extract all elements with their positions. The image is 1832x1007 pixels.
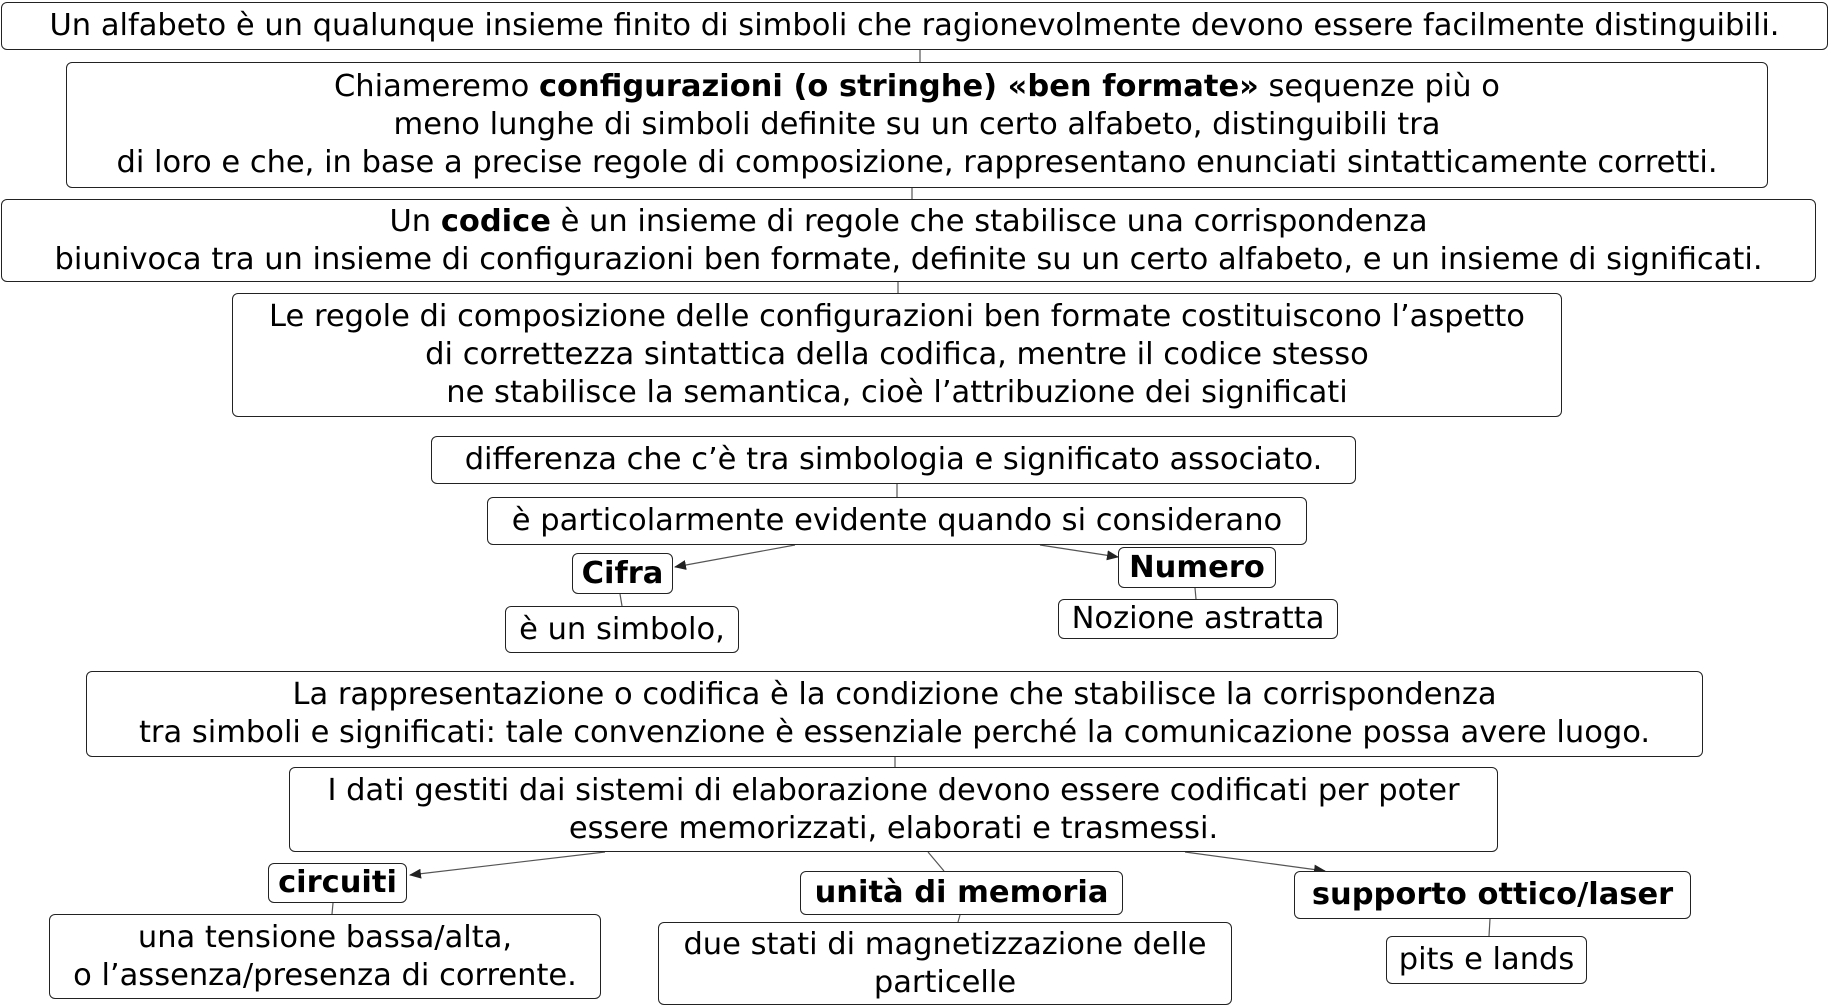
node-numero-text: Numero: [1129, 549, 1265, 585]
node-ottico: [1294, 871, 1691, 919]
link-numero-nozione: [1195, 588, 1196, 599]
node-ottico-text: supporto ottico/laser: [1311, 877, 1674, 912]
node-magnetizzazione-line2: particelle: [873, 964, 1017, 1000]
node-numero: [1118, 547, 1276, 588]
node-cifra-text: Cifra: [581, 555, 664, 591]
node-configurazioni-line3: di loro e che, in base a precise regole di composizione, rappresentano enunciati sintatticamente corretti.: [116, 145, 1718, 180]
link-cifra-simbolo: [620, 594, 622, 606]
node-nozione: [1058, 599, 1338, 639]
node-regole-line1: Le regole di composizione delle configurazioni ben formate costituiscono l’aspetto: [269, 299, 1525, 334]
node-alfabeto: [1, 2, 1828, 50]
node-circuiti: [268, 863, 407, 903]
node-dati-line1: I dati gestiti dai sistemi di elaborazione devono essere codificati per poter: [327, 772, 1460, 808]
node-magnetizzazione: [658, 922, 1232, 1005]
link-dati-circuiti: [410, 852, 605, 875]
link-dati-memoria: [928, 852, 944, 871]
node-tensione: [49, 914, 601, 999]
node-rappresentazione-line2: tra simboli e significati: tale convenzione è essenziale perché la comunicazione possa avere luogo.: [138, 715, 1651, 750]
node-memoria: [800, 871, 1123, 915]
node-codice-line2: biunivoca tra un insieme di configurazioni ben formate, definite su un certo alfabeto, e un insieme di significati.: [54, 241, 1763, 277]
term-configurazioni: configurazioni (o stringhe) «ben formate»: [538, 69, 1259, 104]
link-ottico-pits: [1489, 919, 1490, 936]
link-evidente-numero: [1040, 545, 1118, 557]
node-configurazioni-line1: Chiameremo configurazioni (o stringhe) «ben formate» sequenze più o: [334, 69, 1500, 104]
node-rappresentazione-line1: La rappresentazione o codifica è la condizione che stabilisce la corrispondenza: [292, 677, 1497, 712]
node-tensione-line2: o l’assenza/presenza di corrente.: [73, 957, 577, 993]
node-nozione-text: Nozione astratta: [1071, 601, 1325, 636]
node-magnetizzazione-line1: due stati di magnetizzazione delle: [683, 926, 1207, 962]
node-configurazioni-line2: meno lunghe di simboli definite su un certo alfabeto, distinguibili tra: [393, 107, 1441, 142]
node-codice: [1, 199, 1816, 282]
node-differenza-text: differenza che c’è tra simbologia e significato associato.: [464, 442, 1323, 477]
link-memoria-magnetizzazione: [958, 915, 960, 922]
term-codice: codice: [440, 203, 551, 239]
link-evidente-cifra: [675, 545, 795, 567]
node-regole-line3: ne stabilisce la semantica, cioè l’attribuzione dei significati: [446, 375, 1348, 410]
node-cifra: [572, 553, 673, 594]
node-regole: [232, 293, 1562, 417]
node-pits-text: pits e lands: [1398, 942, 1575, 977]
node-simbolo: [505, 606, 739, 653]
node-evidente: [487, 497, 1307, 545]
node-memoria-text: unità di memoria: [814, 875, 1109, 910]
node-alfabeto-text: Un alfabeto è un qualunque insieme finito di simboli che ragionevolmente devono essere facilmente distinguibili.: [49, 8, 1780, 43]
node-dati: [289, 767, 1498, 852]
node-rappresentazione: [86, 671, 1703, 757]
node-circuiti-text: circuiti: [278, 865, 397, 900]
node-simbolo-text: è un simbolo,: [519, 611, 725, 647]
node-regole-line2: di correttezza sintattica della codifica, mentre il codice stesso: [425, 337, 1369, 372]
link-circuiti-tensione: [332, 903, 333, 914]
node-differenza: [431, 436, 1356, 484]
node-configurazioni: [66, 62, 1768, 188]
node-evidente-text: è particolarmente evidente quando si considerano: [511, 503, 1283, 538]
node-pits: [1386, 936, 1587, 984]
node-codice-line1: Un codice è un insieme di regole che stabilisce una corrispondenza: [389, 203, 1428, 239]
node-tensione-line1: una tensione bassa/alta,: [137, 919, 513, 955]
link-dati-ottico: [1185, 852, 1325, 871]
node-dati-line2: essere memorizzati, elaborati e trasmessi.: [568, 810, 1219, 846]
